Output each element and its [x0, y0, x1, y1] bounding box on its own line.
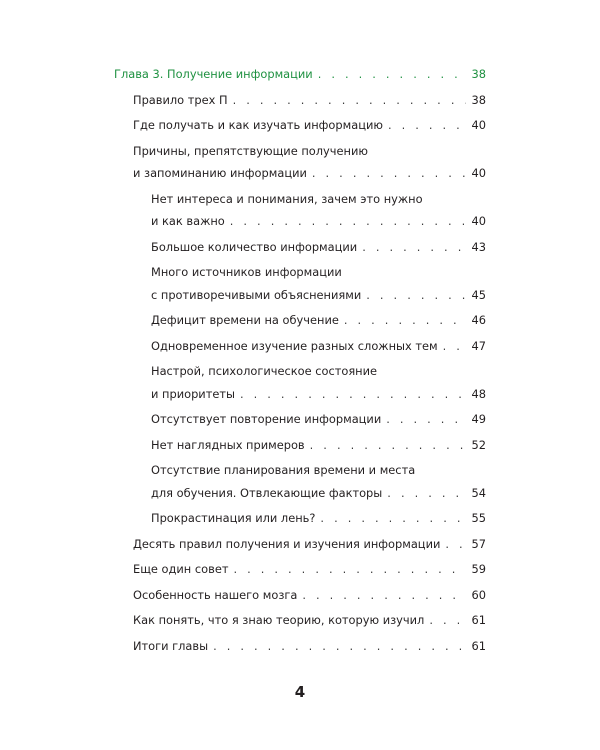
toc-entry-title: Глава 3. Получение информации — [114, 67, 313, 81]
dot-leader — [440, 533, 466, 556]
toc-page-number: 52 — [471, 437, 486, 452]
toc-entry[interactable] — [151, 360, 486, 405]
toc-entry-title: для обучения. Отвлекающие факторы — [151, 485, 383, 500]
toc-entry-line — [151, 309, 486, 332]
toc-page-number: 48 — [471, 386, 486, 401]
toc-chapter-entry[interactable] — [114, 63, 486, 86]
toc-entry[interactable] — [151, 236, 486, 259]
toc-entry[interactable] — [133, 89, 486, 112]
toc-entry[interactable] — [151, 408, 486, 431]
toc-entry-title: Прокрастинация или лень? — [151, 511, 316, 525]
toc-page-number: 61 — [471, 638, 486, 653]
toc-entry-line — [151, 360, 486, 383]
toc-entry-line — [151, 188, 486, 211]
toc-entry[interactable] — [151, 459, 486, 504]
toc-entry-line — [151, 434, 486, 457]
toc-entry-title: Одновременное изучение разных сложных тем — [151, 338, 438, 353]
toc-entry-title: и приоритеты — [151, 386, 235, 401]
toc-entry-title: Особенность нашего мозга — [133, 587, 298, 602]
toc-entry-line — [133, 609, 486, 632]
toc-page-number: 55 — [471, 511, 486, 525]
dot-leader — [225, 210, 466, 233]
toc-entry-title: Отсутствует повторение информации — [151, 412, 382, 426]
toc-page-number: 59 — [471, 562, 486, 576]
toc-entry-title: Нет наглядных примеров — [151, 437, 305, 452]
toc-entry-title: Десять правил получения и изучения информации — [133, 536, 441, 551]
toc-entry-title: Как понять, что я знаю теорию, которую изучил — [133, 613, 425, 627]
toc-entry[interactable] — [151, 507, 486, 530]
toc-entry-title: Много источников информации — [151, 265, 342, 279]
dot-leader — [297, 584, 466, 607]
toc-page-number: 61 — [471, 613, 486, 627]
dot-leader — [357, 236, 466, 259]
toc-entry-line — [151, 335, 486, 358]
toc-page-number: 40 — [471, 118, 486, 132]
toc-entry-line — [133, 89, 486, 112]
toc-entry-title: Нет интереса и понимания, зачем это нужно — [151, 191, 423, 206]
toc-entry-title: Дефицит времени на обучение — [151, 313, 339, 327]
toc-entry[interactable] — [151, 335, 486, 358]
toc-page-number: 45 — [471, 287, 486, 302]
toc-entry-line — [133, 558, 486, 581]
toc-page-number: 40 — [471, 166, 486, 180]
toc-page-number: 38 — [471, 67, 486, 81]
toc-page-number: 38 — [471, 92, 486, 107]
toc-page-number: 46 — [471, 313, 486, 327]
toc-entry-title: и как важно — [151, 214, 225, 228]
toc-entry-line — [151, 236, 486, 259]
toc-entry-line — [151, 459, 486, 482]
toc-entry-line — [133, 140, 486, 163]
toc-entry-line — [151, 261, 486, 284]
dot-leader — [315, 507, 466, 530]
toc-entry[interactable] — [133, 114, 486, 137]
toc-entry-title: Настрой, психологическое состояние — [151, 364, 378, 378]
toc-page-number: 57 — [471, 536, 486, 551]
dot-leader — [305, 434, 466, 457]
dot-leader — [361, 284, 466, 307]
toc-page-number: 54 — [471, 485, 486, 500]
toc-entry-title: Большое количество информации — [151, 239, 358, 254]
toc-page-number: 60 — [471, 587, 486, 602]
dot-leader — [208, 635, 466, 658]
dot-leader — [339, 309, 466, 332]
toc-entry[interactable] — [151, 309, 486, 332]
dot-leader — [307, 162, 466, 185]
toc-entry-line — [133, 533, 486, 556]
dot-leader — [424, 609, 466, 632]
toc-entry-title: с противоречивыми объяснениями — [151, 287, 362, 302]
toc-entry-line — [151, 482, 486, 505]
dot-leader — [381, 408, 466, 431]
toc-entry-line — [151, 507, 486, 530]
toc-page-number: 47 — [471, 338, 486, 353]
toc-entry-line — [151, 383, 486, 406]
toc-entry-title: Еще один совет — [133, 562, 229, 576]
toc-entry-line — [151, 284, 486, 307]
toc-entry[interactable] — [151, 434, 486, 457]
toc-entry[interactable] — [133, 558, 486, 581]
toc-entry-line — [151, 210, 486, 233]
toc-entry-title: Где получать и как изучать информацию — [133, 118, 383, 132]
dot-leader — [235, 383, 466, 406]
toc-entry-title: Правило трех П — [133, 92, 228, 107]
toc-page-number: 40 — [471, 214, 486, 228]
dot-leader — [382, 482, 466, 505]
dot-leader — [383, 114, 466, 137]
dot-leader — [438, 335, 466, 358]
toc-entry-title: и запоминанию информации — [133, 166, 307, 180]
toc-entry[interactable] — [151, 188, 486, 233]
toc-entry-line — [151, 408, 486, 431]
toc-entry-line — [133, 635, 486, 658]
toc-entry[interactable] — [133, 533, 486, 556]
toc-entry[interactable] — [133, 635, 486, 658]
toc-entry[interactable] — [133, 609, 486, 632]
dot-leader — [228, 89, 466, 112]
toc-page-number: 43 — [471, 239, 486, 254]
toc-entry[interactable] — [151, 261, 486, 306]
toc-entry-title: Причины, препятствующие получению — [133, 143, 368, 158]
toc-entry-title: Итоги главы — [133, 638, 209, 653]
toc-entry-line — [133, 114, 486, 137]
toc-entry-title: Отсутствие планирования времени и места — [151, 463, 416, 477]
toc-entry[interactable] — [133, 584, 486, 607]
dot-leader — [313, 63, 466, 86]
page-number: 4 — [294, 683, 306, 701]
toc-page-number: 49 — [471, 412, 486, 426]
toc-entry-line — [133, 162, 486, 185]
toc-entry-line — [133, 584, 486, 607]
dot-leader — [228, 558, 466, 581]
toc-entry[interactable] — [133, 140, 486, 185]
toc-entry-line — [114, 63, 486, 86]
